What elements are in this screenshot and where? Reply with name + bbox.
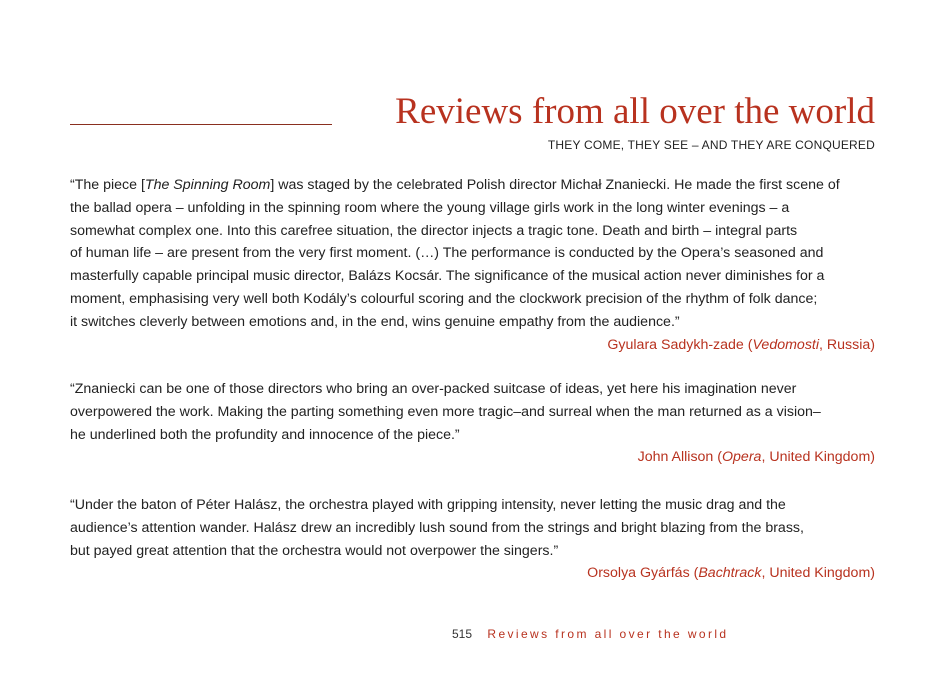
quote-line: “The piece [The Spinning Room] was staged by the celebrated Polish director Michał Znaniecki. He made the first scene of	[70, 177, 840, 193]
review-1-attribution: Gyulara Sadykh-zade (Vedomosti, Russia)	[607, 336, 875, 353]
quote-line: but payed great attention that the orchestra would not overpower the singers.”	[70, 542, 559, 559]
page-title: Reviews from all over the world	[395, 91, 875, 132]
review-1-quote	[70, 174, 875, 334]
quote-line: it switches cleverly between emotions and, in the end, wins genuine empathy from the audience.”	[70, 313, 680, 330]
title-rule	[70, 124, 332, 125]
page-footer	[452, 627, 729, 641]
review-3-attribution: Orsolya Gyárfás (Bachtrack, United Kingdom)	[587, 565, 875, 582]
work-title: The Spinning Room	[144, 177, 271, 193]
publication-name: Bachtrack	[698, 565, 762, 582]
review-2	[70, 378, 875, 469]
running-title: Reviews from all over the world	[487, 627, 729, 641]
quote-line: overpowered the work. Making the parting something even more tragic–and surreal when the man returned as a vision–	[70, 403, 821, 420]
quote-line: of human life – are present from the very first moment. (…) The performance is conducted by the Opera’s seasoned and	[70, 245, 824, 262]
publication-name: Vedomosti	[752, 336, 820, 353]
quote-line: moment, emphasising very well both Kodály’s colourful scoring and the clockwork precision of the rhythm of folk dance;	[70, 290, 818, 307]
review-3	[70, 494, 875, 585]
review-2-quote	[70, 378, 875, 446]
quote-line: audience’s attention wander. Halász drew an incredibly lush sound from the strings and bright blazing from the brass,	[70, 519, 804, 536]
quote-line: the ballad opera – unfolding in the spinning room where the young village girls work in the long winter evenings – a	[70, 199, 790, 216]
quote-line: somewhat complex one. Into this carefree situation, the director injects a tragic tone. Death and birth – integral parts	[70, 222, 798, 239]
quote-line: “Znaniecki can be one of those directors who bring an over-packed suitcase of ideas, yet here his imagination never	[70, 381, 797, 397]
review-2-attribution: John Allison (Opera, United Kingdom)	[637, 449, 875, 466]
quote-line: masterfully capable principal music director, Balázs Kocsár. The significance of the musical action never diminishes for a	[70, 268, 825, 285]
publication-name: Opera	[722, 449, 762, 466]
review-3-quote	[70, 494, 875, 562]
quote-line: “Under the baton of Péter Halász, the orchestra played with gripping intensity, never letting the music drag and the	[70, 497, 786, 513]
quote-line: he underlined both the profundity and innocence of the piece.”	[70, 426, 460, 443]
page-subtitle: THEY COME, THEY SEE – AND THEY ARE CONQUERED	[547, 138, 875, 152]
review-1	[70, 174, 875, 356]
page-number: 515	[452, 627, 473, 641]
